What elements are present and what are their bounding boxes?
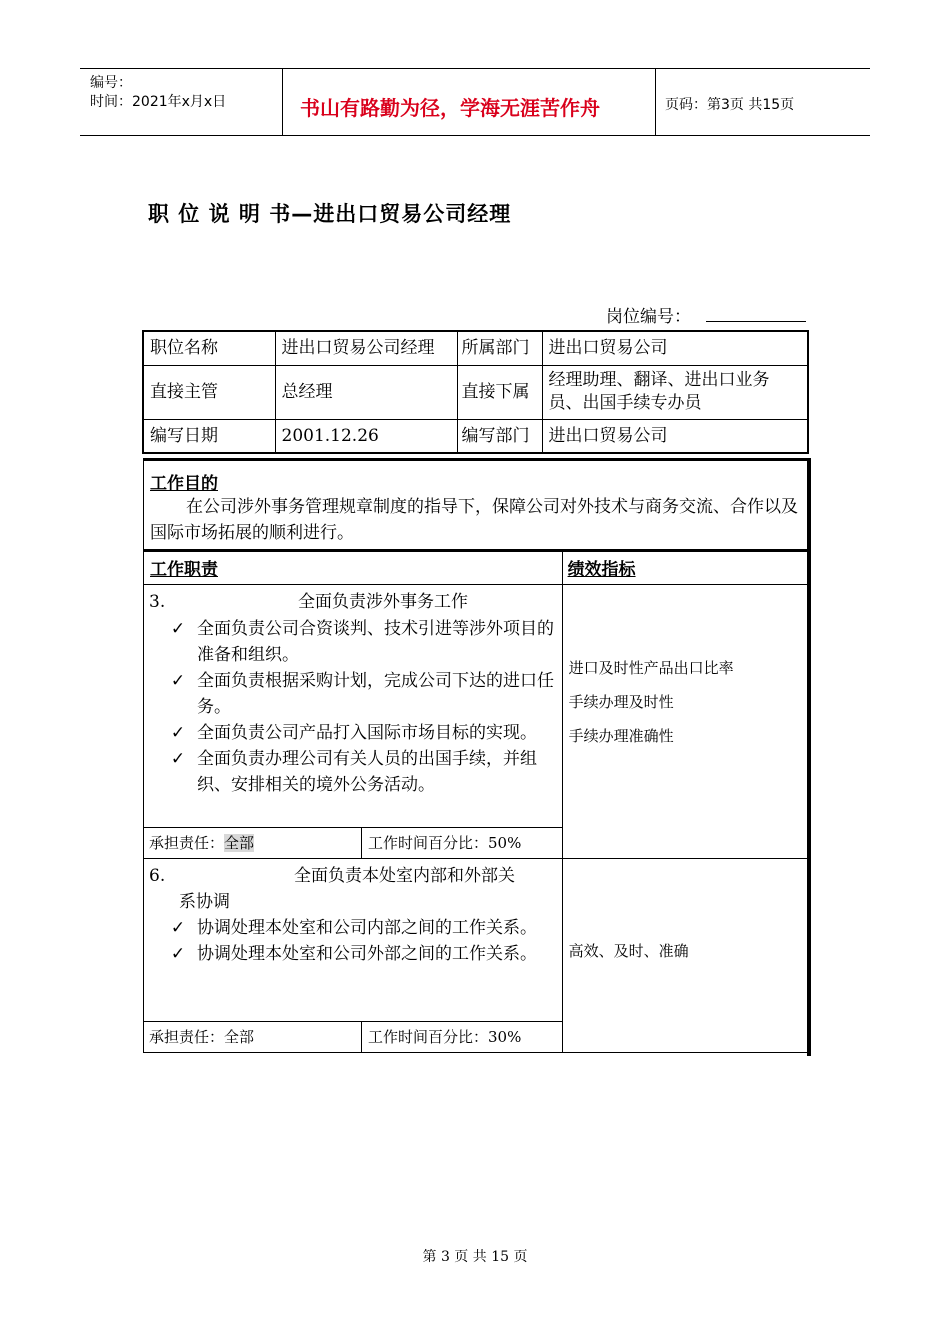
header-number-label: 编号： xyxy=(90,75,132,91)
duty-item xyxy=(149,746,558,798)
duty-item xyxy=(149,668,558,720)
page-title: 职 位 说 明 书—进出口贸易公司经理 xyxy=(148,202,512,226)
info-label: 所属部门 xyxy=(457,331,542,365)
header-divider xyxy=(282,68,283,135)
header-time: 时间：2021年x月x日 xyxy=(90,94,227,110)
responsibility-cell xyxy=(144,1021,563,1053)
responsibility-box xyxy=(144,1022,362,1052)
post-number-blank[interactable] xyxy=(706,321,806,322)
purpose-heading: 工作目的 xyxy=(150,474,218,494)
duty-group-title-line xyxy=(149,591,558,613)
info-value: 进出口贸易公司经理 xyxy=(275,331,457,365)
info-label: 职位名称 xyxy=(143,331,275,365)
header-top-rule xyxy=(80,68,870,69)
info-label: 编写日期 xyxy=(143,419,275,453)
info-row xyxy=(143,331,808,365)
header-motto: 书山有路勤为径，学海无涯苦作舟 xyxy=(300,96,600,120)
header-divider xyxy=(655,68,656,135)
duty-num: 3. xyxy=(149,591,166,612)
info-value: 进出口贸易公司 xyxy=(542,419,808,453)
metric-item: 手续办理准确性 xyxy=(568,726,674,745)
info-label: 编写部门 xyxy=(457,419,542,453)
resp-value: 全部 xyxy=(224,834,255,852)
duty-item-text: 全面负责公司合资谈判、技术引进等涉外项目的准备和组织。 xyxy=(197,618,554,665)
page-footer: 第 3 页 共 15 页 xyxy=(422,1249,528,1265)
info-value: 2001.12.26 xyxy=(275,419,457,453)
duties-col-heading: 工作职责 xyxy=(150,559,218,580)
info-value: 经理助理、翻译、进出口业务员、出国手续专办员 xyxy=(542,365,808,419)
duty-group-title: 全面负责本处室内部和外部关 xyxy=(294,866,516,886)
resp-value: 全部 xyxy=(224,1027,255,1046)
check-icon: ✓ xyxy=(170,618,186,639)
info-row xyxy=(143,419,808,453)
header-bottom-rule xyxy=(80,135,870,136)
duty-group-title-cont: 系协调 xyxy=(179,892,230,912)
duty-item xyxy=(149,616,558,668)
metrics-cell xyxy=(562,584,807,859)
check-icon: ✓ xyxy=(170,944,186,964)
responsibility-box xyxy=(144,828,362,858)
duties-table xyxy=(143,551,808,1053)
duty-group-title-line xyxy=(149,863,558,889)
duty-item xyxy=(149,941,558,967)
metrics-header-cell xyxy=(562,551,807,584)
duty-item xyxy=(149,915,558,941)
metric-item: 进口及时性产品出口比率 xyxy=(568,658,734,677)
check-icon: ✓ xyxy=(170,670,186,691)
work-time-percent: 工作时间百分比：50% xyxy=(368,834,522,852)
duty-item-text: 全面负责公司产品打入国际市场目标的实现。 xyxy=(197,722,537,743)
duty-item-text: 全面负责根据采购计划，完成公司下达的进口任务。 xyxy=(197,670,554,717)
duty-num: 6. xyxy=(149,866,166,886)
responsibility-cell xyxy=(144,827,563,859)
check-icon: ✓ xyxy=(170,748,186,769)
duty-item-text: 协调处理本处室和公司内部之间的工作关系。 xyxy=(197,918,537,938)
post-number-label: 岗位编号： xyxy=(606,307,691,327)
info-value: 进出口贸易公司 xyxy=(542,331,808,365)
duty-group xyxy=(144,859,808,1021)
responsibility-line xyxy=(144,1021,562,1052)
duty-group-title: 全面负责涉外事务工作 xyxy=(298,591,469,612)
purpose-text: 在公司涉外事务管理规章制度的指导下，保障公司对外技术与商务交流、合作以及国际市场拓展的顺利进行。 xyxy=(150,497,798,543)
duties-header-cell xyxy=(144,551,563,584)
duty-item-text: 协调处理本处室和公司外部之间的工作关系。 xyxy=(197,944,537,964)
responsibility-line xyxy=(144,827,562,858)
duty-group xyxy=(144,584,808,827)
info-label: 直接下属 xyxy=(457,365,542,419)
check-icon: ✓ xyxy=(170,722,186,743)
metrics-col-heading: 绩效指标 xyxy=(567,559,636,580)
duties-header-row xyxy=(144,551,808,584)
metric-item: 高效、及时、准确 xyxy=(568,941,689,960)
duty-cell xyxy=(144,584,563,827)
metrics-cell xyxy=(562,859,807,1053)
info-table xyxy=(142,330,809,454)
info-row xyxy=(143,365,808,419)
info-value: 总经理 xyxy=(275,365,457,419)
resp-label: 承担责任： xyxy=(149,1027,225,1046)
work-time-percent: 工作时间百分比：30% xyxy=(368,1027,522,1046)
duty-cell xyxy=(144,859,563,1021)
purpose-section xyxy=(143,458,808,552)
check-icon: ✓ xyxy=(170,918,186,938)
resp-label: 承担责任： xyxy=(149,834,225,852)
duty-item xyxy=(149,720,558,746)
duty-item-text: 全面负责办理公司有关人员的出国手续，并组织、安排相关的境外公务活动。 xyxy=(197,748,537,795)
header-page: 页码：第3页 共15页 xyxy=(665,97,795,113)
metric-item: 手续办理及时性 xyxy=(568,692,674,711)
info-label: 直接主管 xyxy=(143,365,275,419)
